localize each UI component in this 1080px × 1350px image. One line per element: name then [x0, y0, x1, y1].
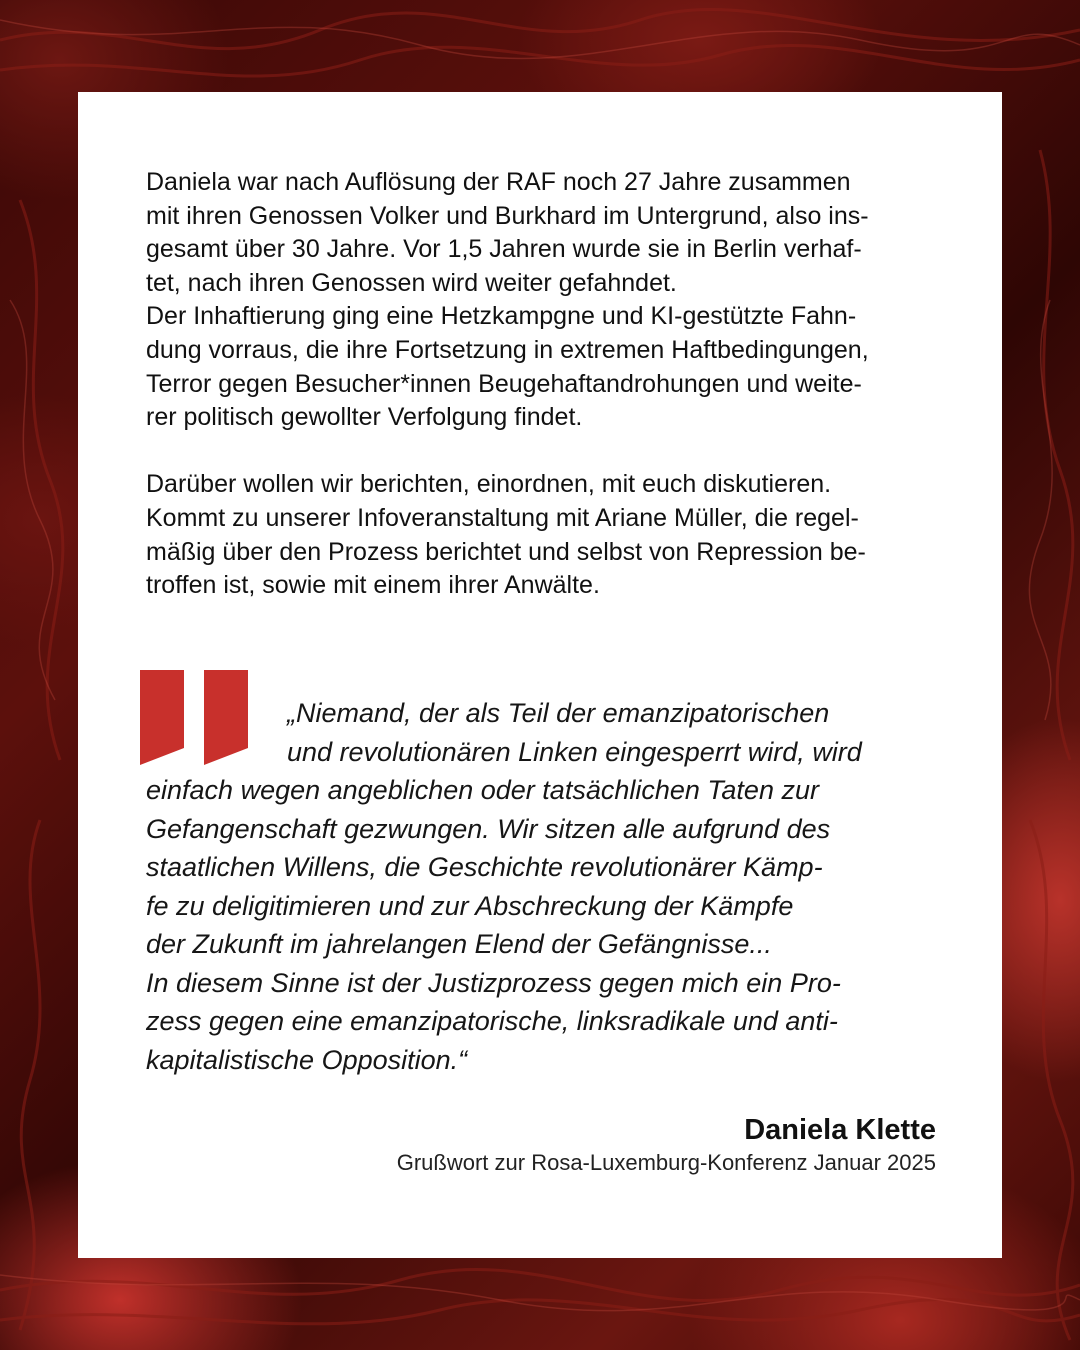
- intro-paragraph-3: [146, 468, 936, 602]
- intro-paragraph-1: [146, 166, 936, 300]
- text-line: gesamt über 30 Jahre. Vor 1,5 Jahren wurde sie in Berlin verhaf-: [146, 235, 862, 264]
- quote-line: der Zukunft im jahrelangen Elend der Gefängnisse...: [146, 929, 772, 959]
- quote-text: [146, 694, 936, 1079]
- quote-line: zess gegen eine emanzipatorische, linksradikale und anti-: [146, 1006, 838, 1036]
- quote-line: kapitalistische Opposition.“: [146, 1044, 468, 1075]
- text-card: [78, 92, 1002, 1258]
- text-line: mäßig über den Prozess berichtet und selbst von Repression be-: [146, 537, 866, 566]
- text-line: Daniela war nach Auflösung der RAF noch 27 Jahre zusammen: [146, 168, 851, 196]
- text-line: troffen ist, sowie mit einem ihrer Anwälte.: [146, 571, 600, 600]
- intro-paragraph-2: [146, 300, 936, 434]
- author-name: Daniela Klette: [744, 1114, 936, 1146]
- quote-line: und revolutionären Linken eingesperrt wird, wird: [287, 736, 862, 767]
- text-line: dung vorraus, die ihre Fortsetzung in extremen Haftbedingungen,: [146, 335, 869, 364]
- attribution: [397, 1112, 936, 1178]
- quote-line: einfach wegen angeblichen oder tatsächlichen Taten zur: [146, 775, 819, 805]
- text-line: mit ihren Genossen Volker und Burkhard im Untergrund, also ins-: [146, 201, 869, 230]
- text-line: Darüber wollen wir berichten, einordnen, mit euch diskutieren.: [146, 470, 832, 499]
- text-line: rer politisch gewollter Verfolgung findet.: [146, 403, 583, 432]
- quote-line: „Niemand, der als Teil der emanzipatorischen: [287, 698, 830, 728]
- quote-line: fe zu deligitimieren und zur Abschreckung der Kämpfe: [146, 890, 794, 921]
- text-line: Kommt zu unserer Infoveranstaltung mit Ariane Müller, die regel-: [146, 503, 859, 532]
- intro-text: [146, 166, 936, 603]
- quote-line: staatlichen Willens, die Geschichte revolutionärer Kämp-: [146, 852, 823, 882]
- author-source: Grußwort zur Rosa-Luxemburg-Konferenz Januar 2025: [396, 1150, 936, 1175]
- text-line: tet, nach ihren Genossen wird weiter gefahndet.: [146, 268, 677, 297]
- quote-block: [146, 694, 936, 1079]
- text-line: Der Inhaftierung ging eine Hetzkampgne und KI-gestützte Fahn-: [146, 302, 857, 331]
- quote-line: Gefangenschaft gezwungen. Wir sitzen alle aufgrund des: [146, 813, 831, 844]
- text-line: Terror gegen Besucher*innen Beugehaftandrohungen und weite-: [146, 369, 862, 398]
- quote-line: In diesem Sinne ist der Justizprozess gegen mich ein Pro-: [146, 967, 841, 998]
